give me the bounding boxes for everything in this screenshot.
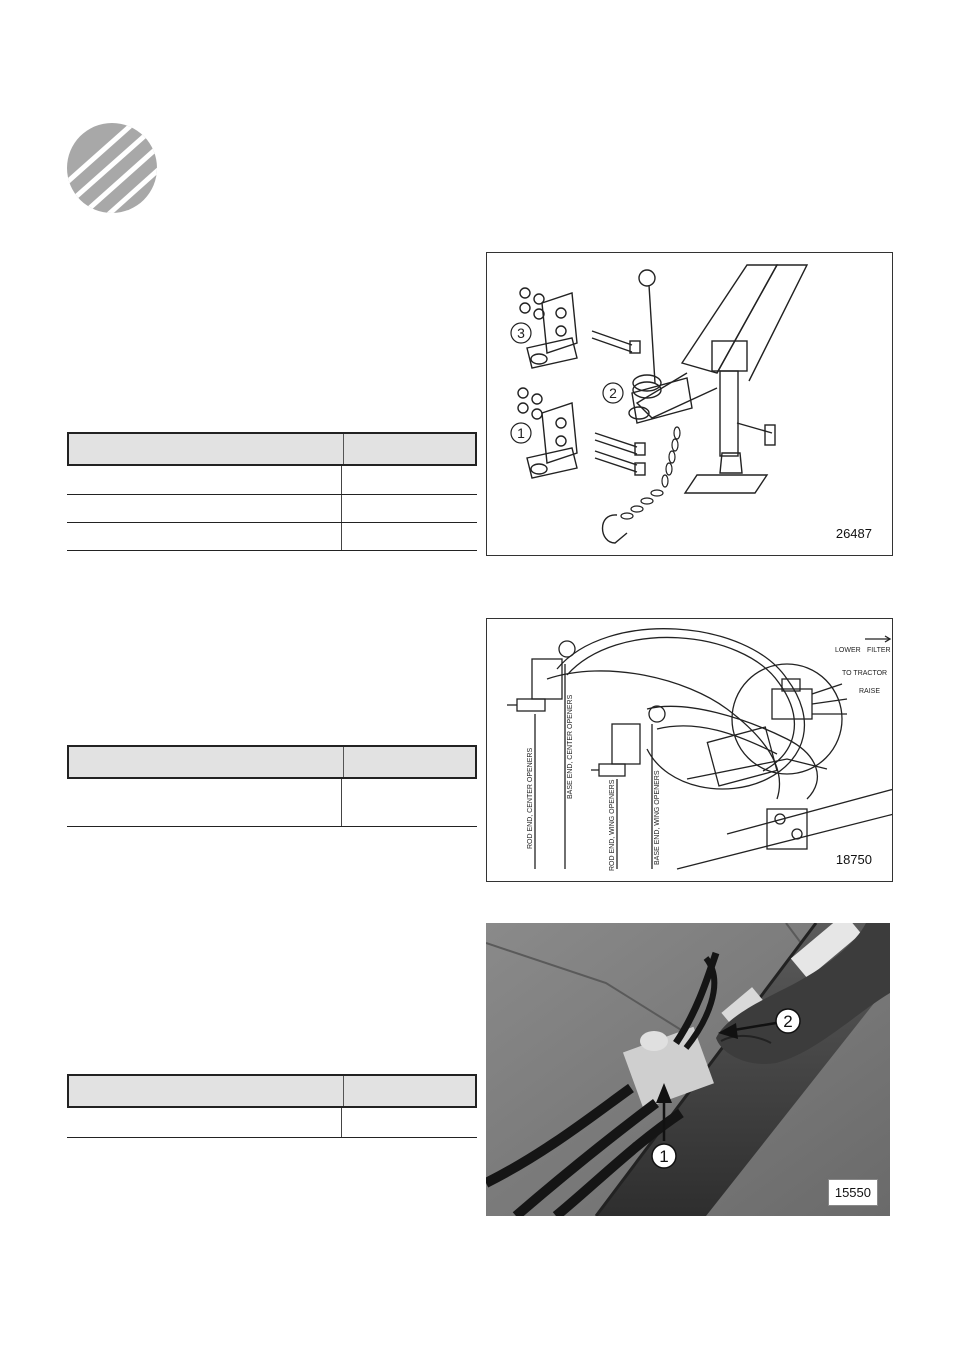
header-cell — [344, 434, 475, 464]
callout-1: 1 — [659, 1147, 669, 1166]
callout-2: 2 — [609, 385, 617, 401]
label-filter: FILTER — [867, 647, 891, 654]
figure-hoses — [486, 618, 893, 882]
table-row — [67, 779, 477, 827]
hitch-drawing — [487, 253, 893, 556]
table-header — [67, 432, 477, 466]
figure-number: 18750 — [835, 852, 872, 867]
label-base-center: BASE END, CENTER OPENERS — [567, 694, 574, 799]
label-base-wing: BASE END, WING OPENERS — [654, 770, 661, 865]
callout-1: 1 — [517, 425, 525, 441]
table-header — [67, 1074, 477, 1108]
table-cell — [342, 466, 477, 494]
table-row — [67, 523, 477, 551]
callout-3: 3 — [517, 325, 525, 341]
table-header — [67, 745, 477, 779]
label-to-tractor: TO TRACTOR — [842, 670, 888, 677]
figure-photo — [486, 923, 890, 1216]
callout-2: 2 — [783, 1012, 793, 1031]
label-rod-center: ROD END, CENTER OPENERS — [527, 747, 534, 849]
label-raise: RAISE — [859, 688, 881, 695]
figure-number: 15550 — [828, 1179, 878, 1206]
table-cell — [342, 523, 477, 550]
table-cell — [67, 466, 342, 494]
table-cell — [67, 779, 342, 826]
table-row — [67, 466, 477, 495]
table-cell — [67, 523, 342, 550]
header-cell — [344, 747, 475, 777]
header-cell — [344, 1076, 475, 1106]
table-cell — [67, 495, 342, 522]
table-cell — [342, 1108, 477, 1137]
spec-table-2 — [67, 745, 477, 827]
spec-table-1 — [67, 432, 477, 551]
table-row — [67, 1108, 477, 1138]
table-cell — [342, 779, 477, 826]
header-cell — [69, 434, 344, 464]
table-row — [67, 495, 477, 523]
brand-logo-icon — [66, 122, 158, 214]
spec-table-3 — [67, 1074, 477, 1138]
photo-illustration — [486, 923, 890, 1216]
figure-hitch — [486, 252, 893, 556]
header-cell — [69, 1076, 344, 1106]
header-cell — [69, 747, 344, 777]
figure-number: 26487 — [835, 526, 872, 541]
label-lower: LOWER — [835, 647, 861, 654]
table-cell — [342, 495, 477, 522]
hose-drawing — [487, 619, 893, 882]
label-rod-wing: ROD END, WING OPENERS — [609, 779, 616, 871]
table-cell — [67, 1108, 342, 1137]
